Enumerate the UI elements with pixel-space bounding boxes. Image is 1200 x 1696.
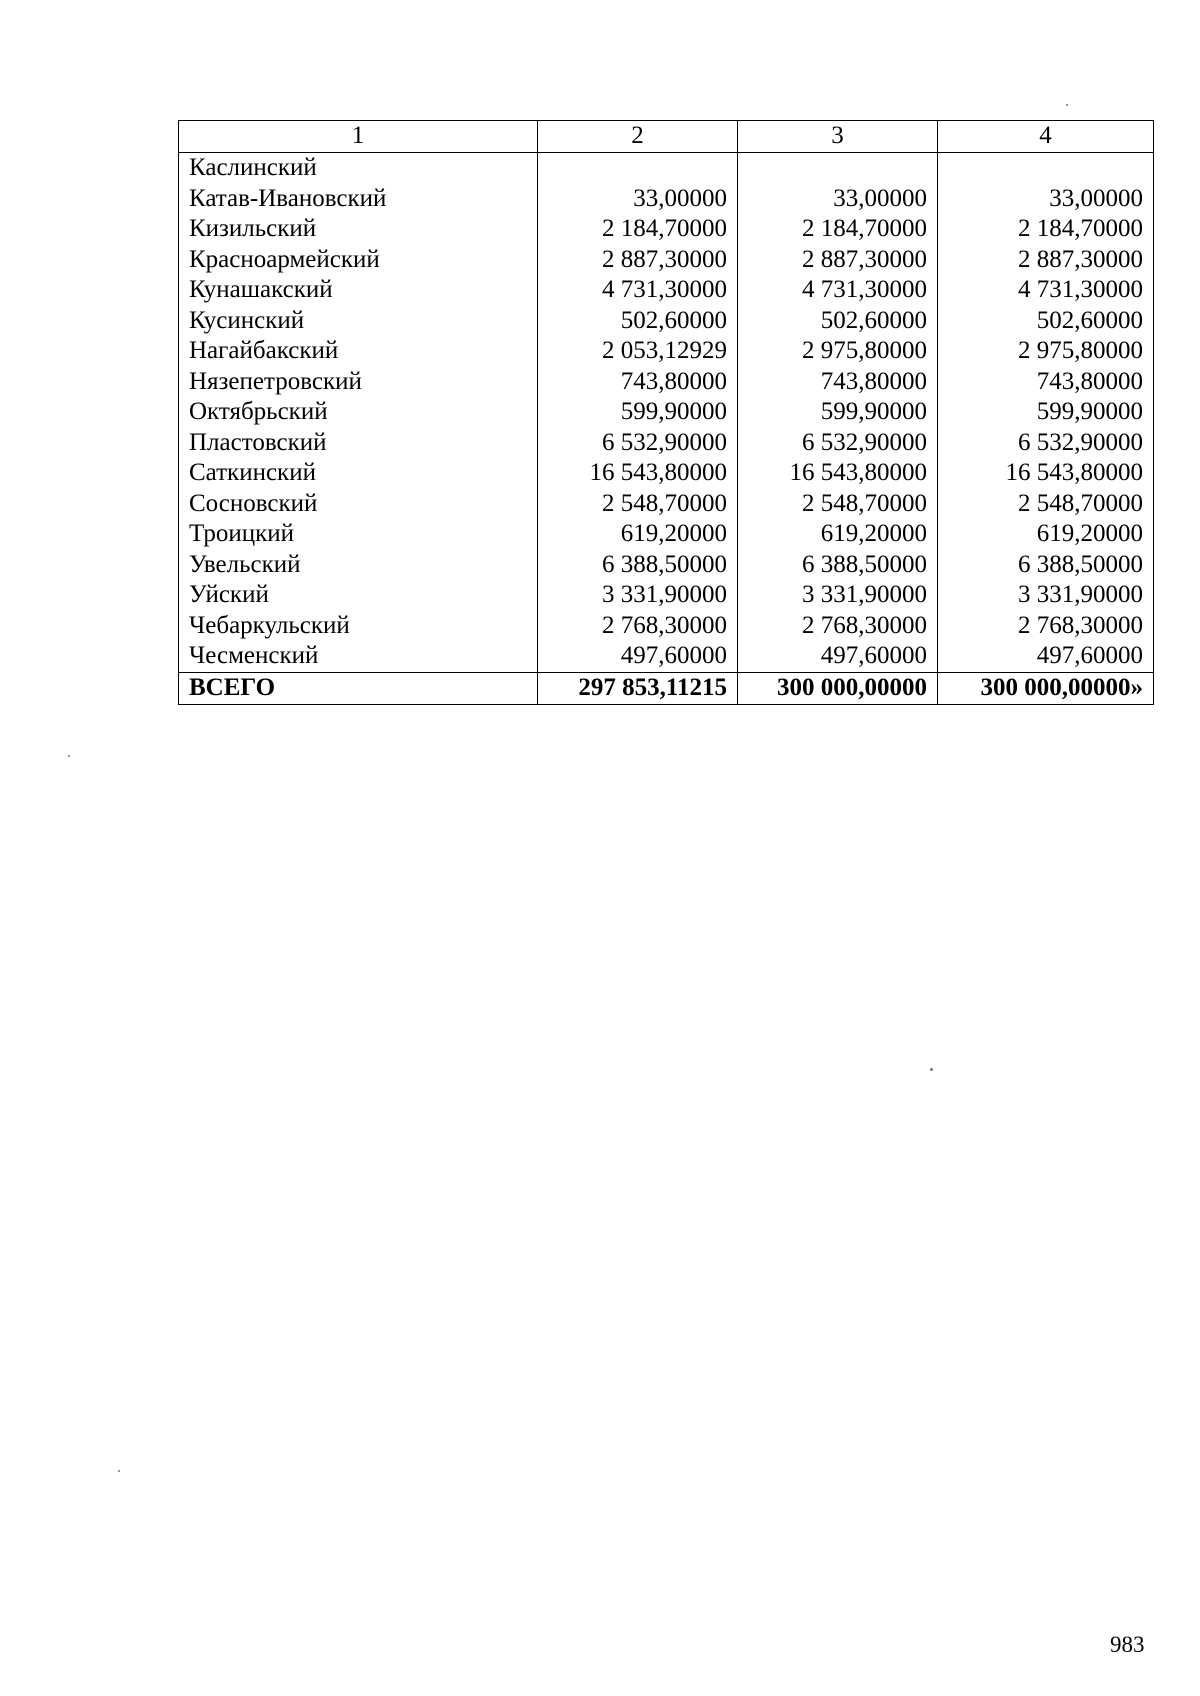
amount-cell: 599,90000 <box>738 397 938 428</box>
amount-cell: 16 543,80000 <box>738 458 938 489</box>
scan-speck <box>1066 104 1068 106</box>
amount-cell: 497,60000 <box>938 641 1154 672</box>
district-name: Увельский <box>179 550 538 581</box>
district-name: Нязепетровский <box>179 367 538 398</box>
amount-cell: 6 532,90000 <box>738 428 938 459</box>
amount-cell: 2 184,70000 <box>538 214 738 245</box>
table-row <box>179 428 1154 459</box>
table-row <box>179 306 1154 337</box>
district-name: Кусинский <box>179 306 538 337</box>
scan-speck <box>118 1470 120 1472</box>
amount-cell: 743,80000 <box>738 367 938 398</box>
amount-cell: 3 331,90000 <box>738 580 938 611</box>
amount-cell: 2 887,30000 <box>538 245 738 276</box>
amount-cell: 743,80000 <box>538 367 738 398</box>
total-label: ВСЕГО <box>179 672 538 704</box>
table-header <box>179 121 1154 153</box>
header-row <box>179 121 1154 153</box>
table-row <box>179 245 1154 276</box>
amount-cell: 33,00000 <box>538 184 738 215</box>
table-row <box>179 519 1154 550</box>
amount-cell: 2 887,30000 <box>738 245 938 276</box>
district-name: Кунашакский <box>179 275 538 306</box>
amount-cell: 4 731,30000 <box>938 275 1154 306</box>
amount-cell: 6 388,50000 <box>938 550 1154 581</box>
amount-cell: 33,00000 <box>938 184 1154 215</box>
amount-cell: 619,20000 <box>938 519 1154 550</box>
table-body <box>179 153 1154 673</box>
district-name: Саткинский <box>179 458 538 489</box>
amount-cell: 599,90000 <box>938 397 1154 428</box>
amount-cell: 33,00000 <box>738 184 938 215</box>
amount-cell: 619,20000 <box>538 519 738 550</box>
district-name: Каслинский <box>179 153 538 184</box>
amount-cell: 743,80000 <box>938 367 1154 398</box>
column-header-4: 4 <box>938 121 1154 153</box>
amount-cell: 502,60000 <box>538 306 738 337</box>
table-row <box>179 275 1154 306</box>
amount-cell: 619,20000 <box>738 519 938 550</box>
district-name: Уйский <box>179 580 538 611</box>
total-amount: 297 853,11215 <box>538 672 738 704</box>
district-name: Чебаркульский <box>179 611 538 642</box>
total-row <box>179 672 1154 704</box>
district-name: Чесменский <box>179 641 538 672</box>
table-row <box>179 184 1154 215</box>
district-name: Сосновский <box>179 489 538 520</box>
table-row <box>179 611 1154 642</box>
amount-cell: 2 184,70000 <box>938 214 1154 245</box>
amount-cell: 3 331,90000 <box>938 580 1154 611</box>
amount-cell: 2 975,80000 <box>938 336 1154 367</box>
total-amount: 300 000,00000 <box>738 672 938 704</box>
amount-cell: 2 768,30000 <box>938 611 1154 642</box>
amount-cell <box>538 153 738 184</box>
table-row <box>179 580 1154 611</box>
table-row <box>179 336 1154 367</box>
amount-cell: 2 548,70000 <box>538 489 738 520</box>
amount-cell: 6 532,90000 <box>938 428 1154 459</box>
amount-cell: 2 548,70000 <box>938 489 1154 520</box>
amount-cell: 3 331,90000 <box>538 580 738 611</box>
amount-cell <box>738 153 938 184</box>
column-header-3: 3 <box>738 121 938 153</box>
amount-cell: 4 731,30000 <box>738 275 938 306</box>
scan-speck <box>68 755 70 757</box>
table-row <box>179 153 1154 184</box>
table-row <box>179 550 1154 581</box>
total-amount: 300 000,00000» <box>938 672 1154 704</box>
district-name: Красноармейский <box>179 245 538 276</box>
amount-cell: 497,60000 <box>738 641 938 672</box>
district-name: Троицкий <box>179 519 538 550</box>
column-header-1: 1 <box>179 121 538 153</box>
amount-cell: 497,60000 <box>538 641 738 672</box>
table-row <box>179 641 1154 672</box>
amount-cell: 6 388,50000 <box>738 550 938 581</box>
amount-cell: 6 388,50000 <box>538 550 738 581</box>
amount-cell: 2 768,30000 <box>538 611 738 642</box>
budget-table <box>178 120 1154 705</box>
amount-cell: 16 543,80000 <box>538 458 738 489</box>
column-header-2: 2 <box>538 121 738 153</box>
amount-cell: 16 543,80000 <box>938 458 1154 489</box>
page-number: 983 <box>1110 1632 1145 1657</box>
amount-cell: 6 532,90000 <box>538 428 738 459</box>
amount-cell: 599,90000 <box>538 397 738 428</box>
district-name: Пластовский <box>179 428 538 459</box>
amount-cell: 2 975,80000 <box>738 336 938 367</box>
table-row <box>179 489 1154 520</box>
table-row <box>179 397 1154 428</box>
amount-cell: 2 053,12929 <box>538 336 738 367</box>
district-name: Кизильский <box>179 214 538 245</box>
amount-cell <box>938 153 1154 184</box>
table-row <box>179 458 1154 489</box>
amount-cell: 2 184,70000 <box>738 214 938 245</box>
amount-cell: 2 768,30000 <box>738 611 938 642</box>
amount-cell: 2 887,30000 <box>938 245 1154 276</box>
amount-cell: 2 548,70000 <box>738 489 938 520</box>
table-footer <box>179 672 1154 704</box>
district-name: Нагайбакский <box>179 336 538 367</box>
table-row <box>179 214 1154 245</box>
district-name: Катав-Ивановский <box>179 184 538 215</box>
district-name: Октябрьский <box>179 397 538 428</box>
amount-cell: 502,60000 <box>738 306 938 337</box>
amount-cell: 4 731,30000 <box>538 275 738 306</box>
scan-speck <box>930 1068 933 1071</box>
amount-cell: 502,60000 <box>938 306 1154 337</box>
table-row <box>179 367 1154 398</box>
